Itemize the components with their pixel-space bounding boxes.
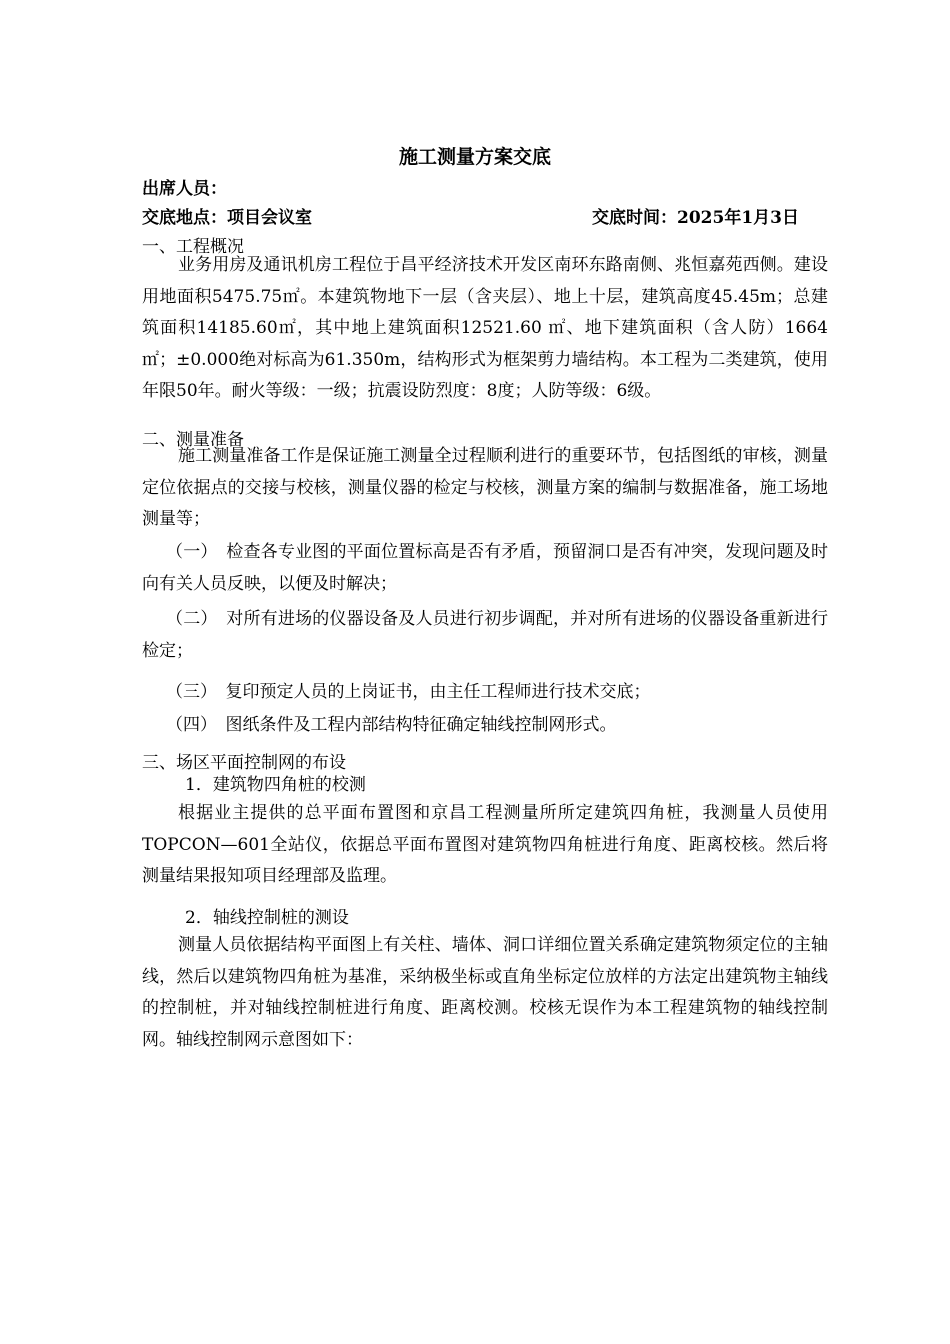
section-2-item-4: （四） 图纸条件及工程内部结构特征确定轴线控制网形式。 <box>166 715 617 735</box>
section-3-subheading-2: 2．轴线控制桩的测设 <box>185 908 349 928</box>
section-2-item-3: （三） 复印预定人员的上岗证书，由主任工程师进行技术交底； <box>166 682 651 702</box>
section-2-item-2: （二） 对所有进场的仪器设备及人员进行初步调配，并对所有进场的仪器设备重新进行检定； <box>142 609 828 661</box>
document-title: 施工测量方案交底 <box>398 146 551 168</box>
section-2-item-1: （一） 检查各专业图的平面位置标高是否有矛盾，预留洞口是否有冲突，发现问题及时向有关人员反映，以便及时解决； <box>142 542 828 594</box>
section-3-subheading-1: 1．建筑物四角桩的校测 <box>185 775 366 795</box>
section-1-paragraph: 业务用房及通讯机房工程位于昌平经济技术开发区南环东路南侧、兆恒嘉苑西侧。建设用地面积5475.75㎡。本建筑物地下一层（含夹层）、地上十层，建筑高度45.45m；总建筑面积14185.60㎡，其中地上建筑面积12521.60 ㎡、地下建筑面积（含人防）1664 ㎡；±0.000绝对标高为61.350m，结构形式为框架剪力墙结构。本工程为二类建筑，使用年限50年。耐火等级：一级；抗震设防烈度：8度；人防等级：6级。 <box>142 255 828 402</box>
meeting-location: 交底地点：项目会议室 <box>142 208 312 228</box>
section-2-paragraph: 施工测量准备工作是保证施工测量全过程顺利进行的重要环节，包括图纸的审核，测量定位依据点的交接与校核，测量仪器的检定与校核，测量方案的编制与数据准备，施工场地测量等； <box>142 446 828 530</box>
attendees-label: 出席人员： <box>142 179 227 199</box>
section-1-heading: 一、工程概况 <box>142 237 244 257</box>
section-3-paragraph-1: 根据业主提供的总平面布置图和京昌工程测量所所定建筑四角桩，我测量人员使用TOPCON—601全站仪，依据总平面布置图对建筑物四角桩进行角度、距离校核。然后将测量结果报知项目经理部及监理。 <box>142 803 828 887</box>
meeting-time: 交底时间：2025年1月3日 <box>592 208 799 228</box>
section-3-heading: 三、场区平面控制网的布设 <box>142 753 346 773</box>
section-3-paragraph-2: 测量人员依据结构平面图上有关柱、墙体、洞口详细位置关系确定建筑物须定位的主轴线，然后以建筑物四角桩为基准，采纳极坐标或直角坐标定位放样的方法定出建筑物主轴线的控制桩，并对轴线控制桩进行角度、距离校测。校核无误作为本工程建筑物的轴线控制网。轴线控制网示意图如下： <box>142 935 828 1050</box>
section-2-heading: 二、测量准备 <box>142 430 244 450</box>
